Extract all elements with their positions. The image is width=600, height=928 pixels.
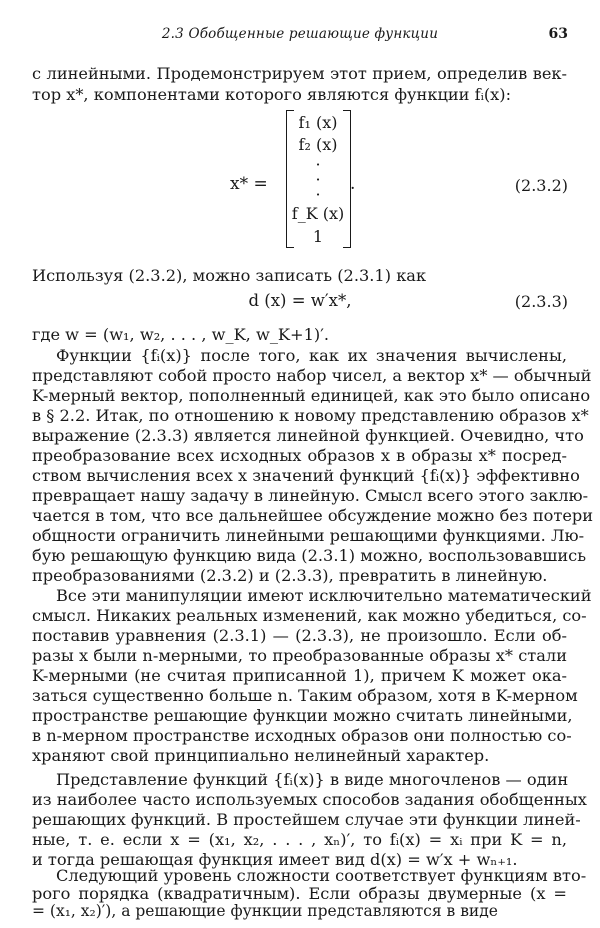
text-line: с линейными. Продемонстрируем этот прием, определив век- [32, 64, 567, 83]
text-line: превращает нашу задачу в линейную. Смысл всего этого заклю- [32, 486, 589, 505]
text-line: представляют собой просто набор чисел, а вектор x* — обычный [32, 366, 592, 385]
text-line: рого порядка (квадратичным). Если образы двумерные (x = [32, 884, 567, 903]
text-line: поставив уравнения (2.3.1) — (2.3.3), не произошло. Если об- [32, 626, 567, 645]
text-line: K-мерный вектор, пополненный единицей, как это было описано [32, 386, 591, 405]
text-line: разы x были n-мерными, то преобразованные образы x* стали [32, 646, 567, 665]
text-line: храняют свой принципиально нелинейный характер. [32, 746, 490, 765]
text-line: общности ограничить линейными решающими функциями. Лю- [32, 526, 585, 545]
text-line: пространстве решающие функции можно считать линейными, [32, 706, 573, 725]
vector-component: · [315, 155, 321, 174]
running-header [32, 26, 568, 46]
text-line: ством вычисления всех x значений функций {fᵢ(x)} эффективно [32, 466, 580, 485]
text-line: решающих функций. В простейшем случае эти функции линей- [32, 810, 581, 829]
text-line: Представление функций {fᵢ(x)} в виде многочленов — один [56, 770, 569, 789]
vector-lhs: x* = [230, 174, 268, 194]
text-line: бую решающую функцию вида (2.3.1) можно, воспользовавшись [32, 546, 587, 565]
text-line: ные, т. е. если x = (x₁, x₂, . . . , xₙ)′, то fᵢ(x) = xᵢ при K = n, [32, 830, 567, 849]
text-line: где w = (w₁, w₂, . . . , w_K, w_K+1)′. [32, 325, 330, 344]
equation-2-3-3: d (x) = w′x*, [248, 291, 352, 310]
vector-component: · [315, 170, 321, 189]
text-line: Следующий уровень сложности соответствует функциям вто- [56, 866, 587, 885]
text-line: и тогда решающая функция имеет вид d(x) = w′x + wₙ₊₁. [32, 850, 518, 869]
text-line: выражение (2.3.3) является линейной функцией. Очевидно, что [32, 426, 584, 445]
vector-component: · [315, 185, 321, 204]
text-line: смысл. Никаких реальных изменений, как можно убедиться, со- [32, 606, 587, 625]
text-line: = (x₁, x₂)′), а решающие функции представляются в виде [32, 902, 498, 920]
text-line: Функции {fᵢ(x)} после того, как их значения вычислены, [56, 346, 567, 365]
vector-component: f₂ (x) [298, 135, 338, 154]
text-line: в § 2.2. Итак, по отношению к новому представлению образов x* [32, 406, 589, 425]
text-line: K-мерными (не считая приписанной 1), причем K может ока- [32, 666, 567, 685]
text-line: преобразование всех исходных образов x в образы x* посред- [32, 446, 567, 465]
text-line: преобразованиями (2.3.2) и (2.3.3), превратить в линейную. [32, 566, 548, 585]
text-line: Все эти манипуляции имеют исключительно математический [56, 586, 592, 605]
equation-number: (2.3.2) [514, 176, 568, 195]
vector-component: f₁ (x) [298, 113, 338, 132]
equation-number: (2.3.3) [514, 292, 568, 311]
vector-component: 1 [312, 227, 324, 246]
section-title: 2.3 Обобщенные решающие функции [161, 26, 439, 42]
text-line: тор x*, компонентами которого являются функции fᵢ(x): [32, 85, 512, 104]
text-line: заться существенно больше n. Таким образом, хотя в K-мерном [32, 686, 578, 705]
text-line: чается в том, что все дальнейшее обсуждение можно без потери [32, 506, 594, 525]
vector-component: f_K (x) [291, 204, 345, 223]
text-line: в n-мерном пространстве исходных образов они полностью со- [32, 726, 572, 745]
vector-end-dot: . [350, 174, 356, 194]
page-number: 63 [548, 26, 568, 42]
text-line: Используя (2.3.2), можно записать (2.3.1) как [32, 266, 427, 285]
text-line: из наиболее часто используемых способов задания обобщенных [32, 790, 587, 809]
